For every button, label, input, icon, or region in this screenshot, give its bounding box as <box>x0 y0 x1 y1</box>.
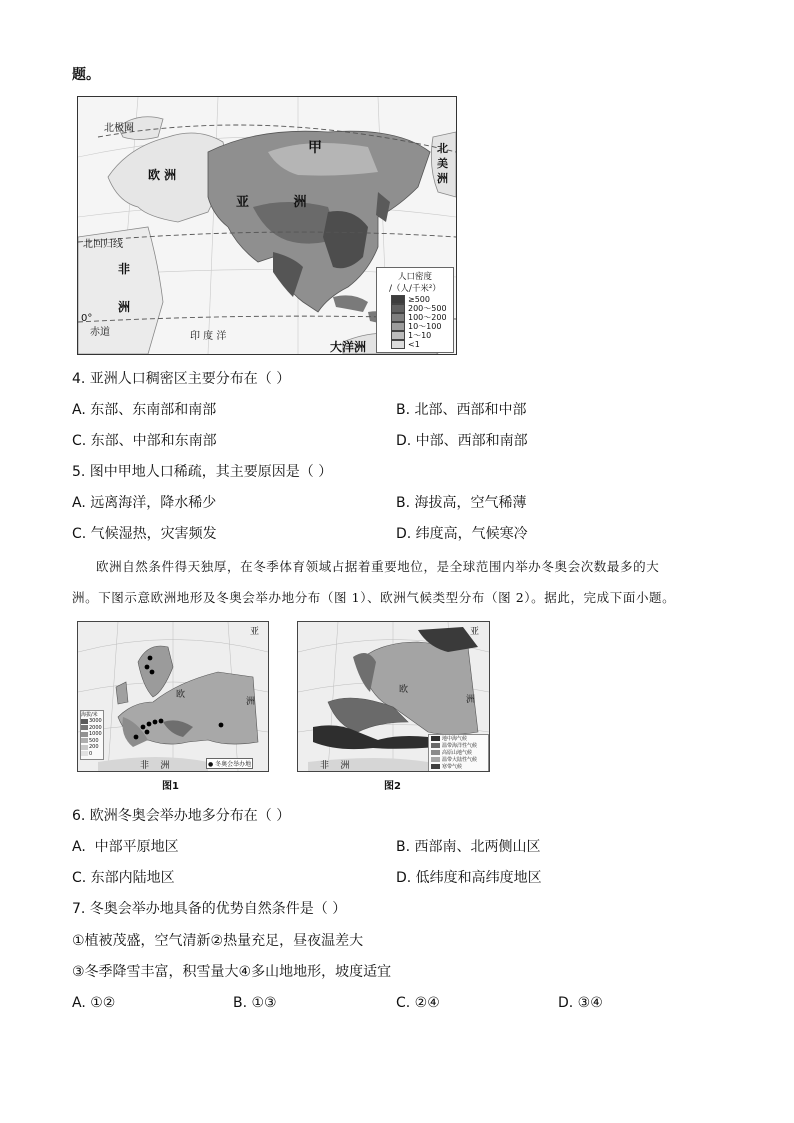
fig1-legend-label: 0 <box>89 750 93 757</box>
fig1-elevation-legend <box>80 710 104 760</box>
fig2-label-africa: 非 洲 <box>320 761 350 771</box>
fig1-label-africa: 非 洲 <box>140 761 170 771</box>
legend-label: 200～500 <box>408 304 447 313</box>
q6-option-b[interactable]: B. 西部南、北两侧山区 <box>396 839 541 855</box>
population-legend <box>376 267 454 353</box>
fig2-legend-label: 温带大陆性气候 <box>442 757 478 763</box>
label-europe: 欧 洲 <box>148 168 177 182</box>
legend-label: 100～200 <box>408 313 447 322</box>
label-tropic: 北回归线 <box>83 239 123 250</box>
label-equator: 赤道 <box>90 327 110 338</box>
fig1-legend-label: 3000 <box>89 718 102 725</box>
fig1-legend-title: 海拔/米 <box>81 712 98 718</box>
q4-option-a[interactable]: A. 东部、东南部和南部 <box>72 402 217 418</box>
q7-option-b[interactable]: B. ①③ <box>233 995 277 1011</box>
legend-label: 1～10 <box>408 331 432 340</box>
figure2-caption: 图2 <box>384 781 401 792</box>
fig2-legend-item <box>429 742 488 749</box>
fig2-legend-item <box>429 763 488 770</box>
fig1-label-zhou: 洲 <box>246 697 256 707</box>
legend-swatch <box>391 322 405 331</box>
fig1-legend-swatch <box>81 732 88 737</box>
label-zero: 0° <box>81 313 93 324</box>
fig1-legend-label: 2000 <box>89 724 102 731</box>
fig1-legend-label: 200 <box>89 744 99 751</box>
fig2-legend-swatch <box>431 764 440 769</box>
q7-stem: 7. 冬奥会举办地具备的优势自然条件是（ ） <box>72 901 347 917</box>
label-jia: 甲 <box>308 140 322 156</box>
label-arctic-circle: 北极圈 <box>104 123 134 134</box>
fig2-legend-item <box>429 756 488 763</box>
legend-label: <1 <box>408 340 420 349</box>
europe-terrain-map <box>77 621 269 772</box>
intro-line-2: 洲。下图示意欧洲地形及冬奥会举办地分布（图 1）、欧洲气候类型分布（图 2）。据此，完成下面小题。 <box>72 590 676 605</box>
fig2-legend-swatch <box>431 743 440 748</box>
fig2-label-europe: 欧 <box>399 685 409 695</box>
q4-stem: 4. 亚洲人口稠密区主要分布在（ ） <box>72 371 291 387</box>
fig2-legend-label: 高原山地气候 <box>442 750 473 756</box>
q6-option-c[interactable]: C. 东部内陆地区 <box>72 870 175 886</box>
figure1-caption: 图1 <box>162 781 179 792</box>
legend-swatch <box>391 340 405 349</box>
fig2-legend-swatch <box>431 736 440 741</box>
fig2-legend-label: 寒带气候 <box>442 764 463 770</box>
fig2-legend-label: 温带海洋性气候 <box>442 743 478 749</box>
legend-item <box>391 331 453 340</box>
q6-option-a[interactable]: A. 中部平原地区 <box>72 839 179 855</box>
legend-swatch <box>391 313 405 322</box>
fig1-legend-swatch <box>81 725 88 730</box>
fig1-legend-swatch <box>81 745 88 750</box>
q4-option-b[interactable]: B. 北部、西部和中部 <box>396 402 527 418</box>
label-africa-1: 非 <box>118 262 131 276</box>
q5-option-b[interactable]: B. 海拔高，空气稀薄 <box>396 495 527 511</box>
fig1-legend-item <box>81 731 103 738</box>
fig1-host-legend: ● 冬奥会举办地 <box>206 758 253 769</box>
q5-stem: 5. 图中甲地人口稀疏，其主要原因是（ ） <box>72 464 333 480</box>
q7-statement-line-1: ①植被茂盛，空气清新②热量充足，昼夜温差大 <box>72 933 364 949</box>
asia-population-map <box>77 96 457 355</box>
q5-option-c[interactable]: C. 气候湿热，灾害频发 <box>72 526 217 542</box>
fig2-climate-legend <box>428 734 489 772</box>
fig1-label-asia: 亚 <box>250 627 260 637</box>
q7-option-a[interactable]: A. ①② <box>72 995 116 1011</box>
fig1-legend-swatch <box>81 751 88 756</box>
q6-stem: 6. 欧洲冬奥会举办地多分布在（ ） <box>72 808 291 824</box>
fig2-legend-swatch <box>431 757 440 762</box>
intro-line-1: 欧洲自然条件得天独厚，在冬季体育领域占据着重要地位，是全球范围内举办冬奥会次数最多的大 <box>96 559 660 574</box>
q7-option-c[interactable]: C. ②④ <box>396 995 440 1011</box>
q6-option-d[interactable]: D. 低纬度和高纬度地区 <box>396 870 542 886</box>
fig2-label-asia: 亚 <box>470 627 480 637</box>
fig2-legend-swatch <box>431 750 440 755</box>
legend-label: ≥500 <box>408 295 430 304</box>
legend-swatch <box>391 304 405 313</box>
fig1-legend-item <box>81 718 103 725</box>
fig1-label-europe: 欧 <box>176 690 186 700</box>
fig1-legend-item <box>81 725 103 732</box>
lead-text: 题。 <box>72 67 100 83</box>
q7-option-d[interactable]: D. ③④ <box>558 995 603 1011</box>
fig2-label-zhou: 洲 <box>466 695 476 705</box>
label-asia: 亚 洲 <box>236 195 327 210</box>
legend-swatch <box>391 295 405 304</box>
fig1-legend-swatch <box>81 738 88 743</box>
label-oceania: 大洋洲 <box>330 340 367 354</box>
legend-item <box>391 340 453 349</box>
q4-option-d[interactable]: D. 中部、西部和南部 <box>396 433 528 449</box>
fig2-legend-item <box>429 749 488 756</box>
legend-swatch <box>391 331 405 340</box>
q4-option-c[interactable]: C. 东部、中部和东南部 <box>72 433 217 449</box>
fig1-legend-swatch <box>81 719 88 724</box>
europe-climate-map <box>297 621 490 772</box>
q5-option-d[interactable]: D. 纬度高，气候寒冷 <box>396 526 528 542</box>
label-north-america: 北 美 洲 <box>437 142 448 185</box>
q7-statement-line-2: ③冬季降雪丰富，积雪量大④多山地地形，坡度适宜 <box>72 964 392 980</box>
legend-title: 人口密度 <box>397 272 432 282</box>
legend-label: 10～100 <box>408 322 442 331</box>
fig2-legend-label: 地中海气候 <box>442 736 468 742</box>
fig1-legend-label: 500 <box>89 737 99 744</box>
q5-option-a[interactable]: A. 远离海洋，降水稀少 <box>72 495 217 511</box>
label-indian-ocean: 印 度 洋 <box>190 331 227 342</box>
fig2-legend-item <box>429 735 488 742</box>
fig1-legend-item <box>81 751 103 758</box>
fig1-legend-label: 1000 <box>89 731 102 738</box>
legend-unit: /（人/千米²） <box>389 284 441 294</box>
label-africa-2: 洲 <box>118 300 131 314</box>
